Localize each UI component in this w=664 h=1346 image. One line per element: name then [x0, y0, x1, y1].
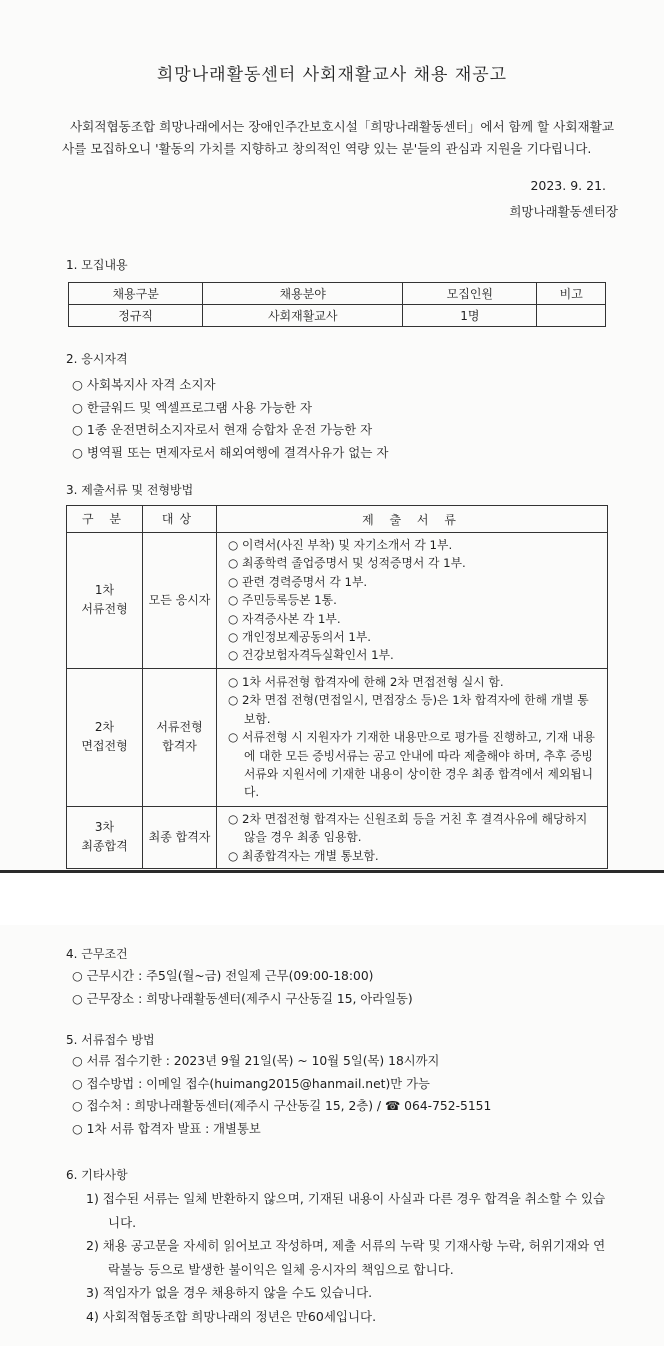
list-item: ○ 2차 면접 전형(면접일시, 면접장소 등)은 1차 합격자에 한해 개별 통보함.	[228, 691, 599, 728]
table-row	[67, 533, 608, 669]
table-cell: 1명	[403, 305, 537, 327]
stage-number: 3차	[94, 820, 115, 835]
list-item: ○ 1차 서류 합격자 발표 : 개별통보	[72, 1118, 491, 1141]
list-item: ○ 근무장소 : 희망나래활동센터(제주시 구산동길 15, 아라일동)	[72, 988, 413, 1011]
list-item: ○ 이력서(사진 부착) 및 자기소개서 각 1부.	[228, 536, 599, 554]
table-row	[67, 668, 608, 806]
table-header-row	[69, 283, 606, 305]
notice-date: 2023. 9. 21.	[530, 178, 606, 193]
table-cell: 정규직	[69, 305, 203, 327]
conditions-list	[72, 965, 413, 1010]
list-item: ○ 2차 면접전형 합격자는 신원조회 등을 거친 후 결격사유에 해당하지 않을 경우 최종 임용함.	[228, 810, 599, 847]
target-cell	[143, 533, 217, 669]
header-cell: 구 분	[67, 506, 143, 533]
target-label: 서류전형	[156, 720, 203, 735]
page-2	[0, 925, 664, 1346]
stage-label: 최종합격	[81, 839, 128, 854]
list-item: 4) 사회적협동조합 희망나래의 정년은 만60세입니다.	[86, 1308, 377, 1324]
target-cell	[143, 806, 217, 868]
application-list	[72, 1050, 491, 1140]
list-item: ○ 한글워드 및 엑셀프로그램 사용 가능한 자	[72, 397, 388, 420]
list-item: ○ 건강보험자격득실확인서 1부.	[228, 646, 599, 664]
stage-cell	[67, 533, 143, 669]
header-cell: 제 출 서 류	[217, 506, 608, 533]
documents-cell	[217, 533, 608, 669]
list-item: ○ 근무시간 : 주5일(월~금) 전일제 근무(09:00-18:00)	[72, 965, 413, 988]
list-item: 2) 채용 공고문을 자세히 읽어보고 작성하며, 제출 서류의 누락 및 기재사항 누락, 허위기재와 연락불능 등으로 발생한 불이익은 일체 응시자의 책임으로 합니다.	[86, 1238, 606, 1277]
list-item: 3) 적임자가 없을 경우 채용하지 않을 수도 있습니다.	[86, 1285, 373, 1300]
list-item: ○ 1차 서류전형 합격자에 한해 2차 면접전형 실시 함.	[228, 673, 599, 691]
target-label: 합격자	[162, 739, 197, 754]
target-label: 모든 응시자	[148, 592, 211, 607]
documents-cell	[217, 668, 608, 806]
section-heading-conditions: 4. 근무조건	[66, 947, 128, 961]
header-cell: 채용분야	[203, 283, 403, 305]
table-row	[69, 305, 606, 327]
list-item: ○ 주민등록등본 1통.	[228, 591, 599, 609]
list-item: ○ 접수방법 : 이메일 접수(huimang2015@hanmail.net)만 가능	[72, 1073, 491, 1096]
section-heading-recruitment: 1. 모집내용	[66, 258, 128, 272]
list-item: ○ 최종합격자는 개별 통보함.	[228, 847, 599, 865]
table-row	[67, 806, 608, 868]
documents-list	[217, 670, 607, 805]
section-heading-qualifications: 2. 응시자격	[66, 352, 128, 366]
section-heading-documents: 3. 제출서류 및 전형방법	[66, 483, 194, 497]
stage-cell	[67, 668, 143, 806]
stage-number: 2차	[94, 720, 115, 735]
list-item: ○ 접수처 : 희망나래활동센터(제주시 구산동길 15, 2층) / ☎ 064-752-5151	[72, 1095, 491, 1118]
table-header-row	[67, 506, 608, 533]
list-item: ○ 관련 경력증명서 각 1부.	[228, 573, 599, 591]
documents-cell	[217, 806, 608, 868]
table-cell	[537, 305, 606, 327]
document-title: 희망나래활동센터 사회재활교사 채용 재공고	[156, 65, 508, 85]
stage-label: 서류전형	[81, 602, 128, 617]
documents-list	[217, 533, 607, 668]
list-item: ○ 자격증사본 각 1부.	[228, 610, 599, 628]
intro-paragraph: 사회적협동조합 희망나래에서는 장애인주간보호시설「희망나래활동센터」에서 함께 할 사회재활교사를 모집하오니 '활동의 가치를 지향하고 창의적인 역량 있는 분'들의 관심과 지원을 기다립니다.	[62, 119, 614, 156]
header-cell: 채용구분	[69, 283, 203, 305]
header-cell: 비고	[537, 283, 606, 305]
list-item: ○ 서류전형 시 지원자가 기재한 내용만으로 평가를 진행하고, 기재 내용에 대한 모든 증빙서류는 공고 안내에 따라 제출해야 하며, 추후 증빙서류와 지원서에 기재한 내용이 상이한 경우 최종 합격에서 제외됩니다.	[228, 728, 599, 802]
list-item: ○ 사회복지사 자격 소지자	[72, 374, 388, 397]
page-gap	[0, 873, 664, 925]
target-cell	[143, 668, 217, 806]
list-item: ○ 최종학력 졸업증명서 및 성적증명서 각 1부.	[228, 554, 599, 572]
recruitment-table	[68, 282, 606, 327]
table-cell: 사회재활교사	[203, 305, 403, 327]
list-item: ○ 개인정보제공동의서 1부.	[228, 628, 599, 646]
selection-process-table	[66, 505, 608, 869]
list-item: ○ 1종 운전면허소지자로서 현재 승합차 운전 가능한 자	[72, 419, 388, 442]
issuer-name: 희망나래활동센터장	[509, 204, 618, 219]
header-cell: 대상	[143, 506, 217, 533]
list-item: ○ 서류 접수기한 : 2023년 9월 21일(목) ~ 10월 5일(목) 18시까지	[72, 1050, 491, 1073]
stage-number: 1차	[94, 583, 115, 598]
documents-list	[217, 807, 607, 868]
other-notes-list	[86, 1187, 616, 1328]
section-heading-application: 5. 서류접수 방법	[66, 1033, 155, 1047]
target-label: 최종 합격자	[148, 829, 211, 844]
stage-cell	[67, 806, 143, 868]
qualifications-list	[72, 374, 388, 464]
list-item: 1) 접수된 서류는 일체 반환하지 않으며, 기재된 내용이 사실과 다른 경우 합격을 취소할 수 있습니다.	[86, 1191, 606, 1230]
stage-label: 면접전형	[81, 739, 128, 754]
header-cell: 모집인원	[403, 283, 537, 305]
section-heading-other: 6. 기타사항	[66, 1168, 128, 1182]
list-item: ○ 병역필 또는 면제자로서 해외여행에 결격사유가 없는 자	[72, 442, 388, 465]
